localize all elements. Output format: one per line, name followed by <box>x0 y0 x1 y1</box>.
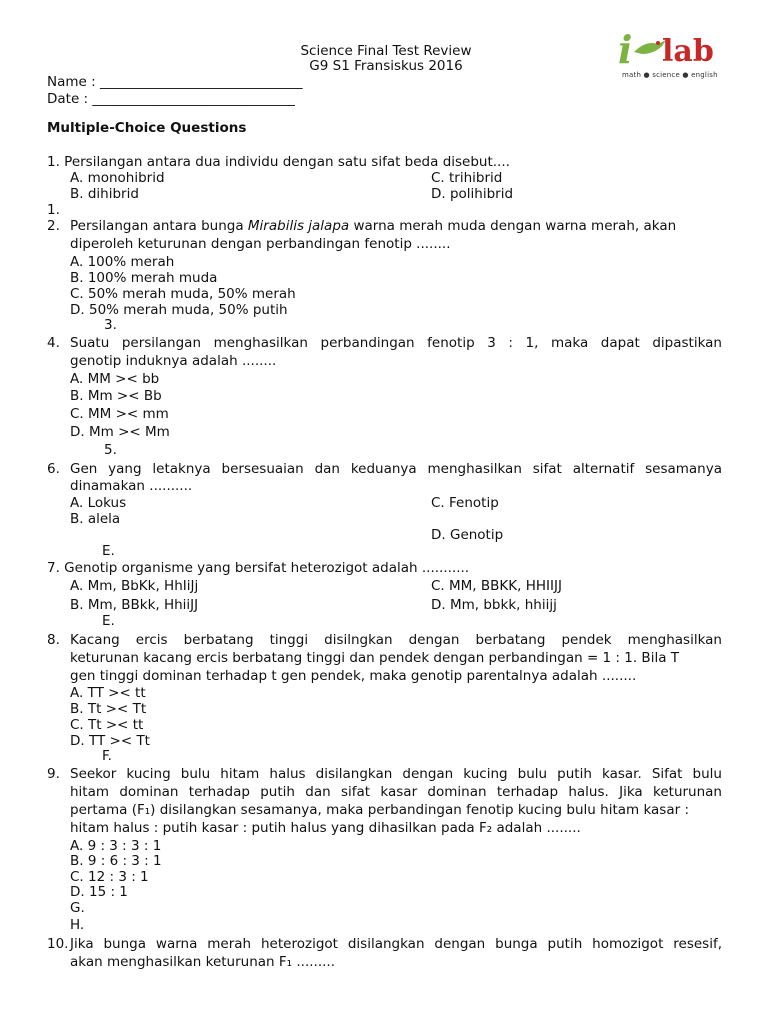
q1-option-a: A. monohibrid <box>70 170 165 186</box>
q2-option-a: A. 100% merah <box>70 254 175 270</box>
question-4-number: 4. <box>47 335 60 351</box>
logo-word: lab <box>662 34 714 69</box>
section-title: Multiple-Choice Questions <box>47 120 247 136</box>
q4-option-d: D. Mm >< Mm <box>70 424 170 440</box>
q6-option-a: A. Lokus <box>70 495 127 511</box>
q9-option-b: B. 9 : 6 : 3 : 1 <box>70 853 162 869</box>
question-6-number: 6. <box>47 461 60 477</box>
question-10-line2: akan menghasilkan keturunan F₁ ......... <box>70 954 335 970</box>
question-9-line2: hitam dominan terhadap putih dan sifat kasar dominan terhadap halus. Jika keturunan <box>70 784 722 800</box>
q7-option-a: A. Mm, BbKk, HhIiJj <box>70 578 199 594</box>
logo-tagline: math ● science ● english <box>622 71 718 79</box>
q1-option-c: C. trihibrid <box>431 170 503 186</box>
empty-list-item: 1. <box>47 202 60 218</box>
q2-option-c: C. 50% merah muda, 50% merah <box>70 286 296 302</box>
empty-list-item: G. <box>70 900 85 916</box>
empty-list-item: E. <box>102 613 115 629</box>
q2-text-post: warna merah muda dengan warna merah, akan <box>349 218 677 234</box>
question-9-line3: pertama (F₁) disilangkan sesamanya, maka perbandingan fenotip kucing bulu hitam kasar : <box>70 802 690 818</box>
question-4-line1: Suatu persilangan menghasilkan perbandingan fenotip 3 : 1, maka dapat dipastikan <box>70 335 722 351</box>
question-2-line1 <box>70 218 676 234</box>
q2-species: Mirabilis jalapa <box>247 218 350 234</box>
date-field: Date : ______________________________ <box>47 91 295 107</box>
q8-option-c: C. Tt >< tt <box>70 717 144 733</box>
empty-list-item: 5. <box>104 442 117 458</box>
question-9-line1: Seekor kucing bulu hitam halus disilangkan dengan kucing bulu putih kasar. Sifat bulu <box>70 766 722 782</box>
question-10-number: 10. <box>47 936 69 952</box>
question-8-line1: Kacang ercis berbatang tinggi disilngkan dengan berbatang pendek menghasilkan <box>70 632 722 648</box>
empty-list-item: E. <box>102 543 115 559</box>
empty-list-item: 3. <box>104 317 117 333</box>
q8-option-a: A. TT >< tt <box>70 685 146 701</box>
question-6-line1: Gen yang letaknya bersesuaian dan keduanya menghasilkan sifat alternatif sesamanya <box>70 461 722 477</box>
question-2-line2: diperoleh keturunan dengan perbandingan fenotip ........ <box>70 236 451 252</box>
q1-option-b: B. dihibrid <box>70 186 139 202</box>
question-6-line2: dinamakan .......... <box>70 478 193 494</box>
q4-option-a: A. MM >< bb <box>70 371 160 387</box>
question-8-line3: gen tinggi dominan terhadap t gen pendek, maka genotip parentalnya adalah ........ <box>70 668 637 684</box>
q4-option-b: B. Mm >< Bb <box>70 388 162 404</box>
q7-option-c: C. MM, BBKK, HHIIJJ <box>431 578 562 594</box>
document-subtitle: G9 S1 Fransiskus 2016 <box>309 58 463 74</box>
question-1: 1. Persilangan antara dua individu dengan satu sifat beda disebut.... <box>47 154 510 170</box>
q6-option-c: C. Fenotip <box>431 495 499 511</box>
q1-option-d: D. polihibrid <box>431 186 514 202</box>
name-field: Name : ______________________________ <box>47 74 303 90</box>
q9-option-d: D. 15 : 1 <box>70 884 128 900</box>
q7-option-b: B. Mm, BBkk, HhiiJJ <box>70 597 199 613</box>
q2-option-b: B. 100% merah muda <box>70 270 218 286</box>
logo-letter: i <box>618 27 633 72</box>
q8-option-b: B. Tt >< Tt <box>70 701 147 717</box>
question-2-number: 2. <box>47 218 60 234</box>
empty-list-item: H. <box>70 917 85 933</box>
q7-option-d: D. Mm, bbkk, hhiijj <box>431 597 557 613</box>
ilab-logo <box>618 27 730 86</box>
question-8-line2: keturunan kacang ercis berbatang tinggi dan pendek dengan perbandingan = 1 : 1. Bila T <box>70 650 680 666</box>
question-9-number: 9. <box>47 766 60 782</box>
q4-option-c: C. MM >< mm <box>70 406 169 422</box>
document-title: Science Final Test Review <box>300 43 472 59</box>
q2-text-pre: Persilangan antara bunga <box>70 218 248 234</box>
question-9-line4: hitam halus : putih kasar : putih halus yang dihasilkan pada F₂ adalah ........ <box>70 820 581 836</box>
q2-option-d: D. 50% merah muda, 50% putih <box>70 302 288 318</box>
question-8-number: 8. <box>47 632 60 648</box>
q6-option-d: D. Genotip <box>431 527 504 543</box>
empty-list-item: F. <box>102 748 112 764</box>
q9-option-c: C. 12 : 3 : 1 <box>70 869 149 885</box>
question-10-line1: Jika bunga warna merah heterozigot disilangkan dengan bunga putih homozigot resesif, <box>70 936 722 952</box>
q8-option-d: D. TT >< Tt <box>70 733 150 749</box>
q9-option-a: A. 9 : 3 : 3 : 1 <box>70 838 162 854</box>
q6-option-b: B. alela <box>70 511 121 527</box>
question-7: 7. Genotip organisme yang bersifat heterozigot adalah ........... <box>47 560 470 576</box>
question-4-line2: genotip induknya adalah ........ <box>70 353 277 369</box>
